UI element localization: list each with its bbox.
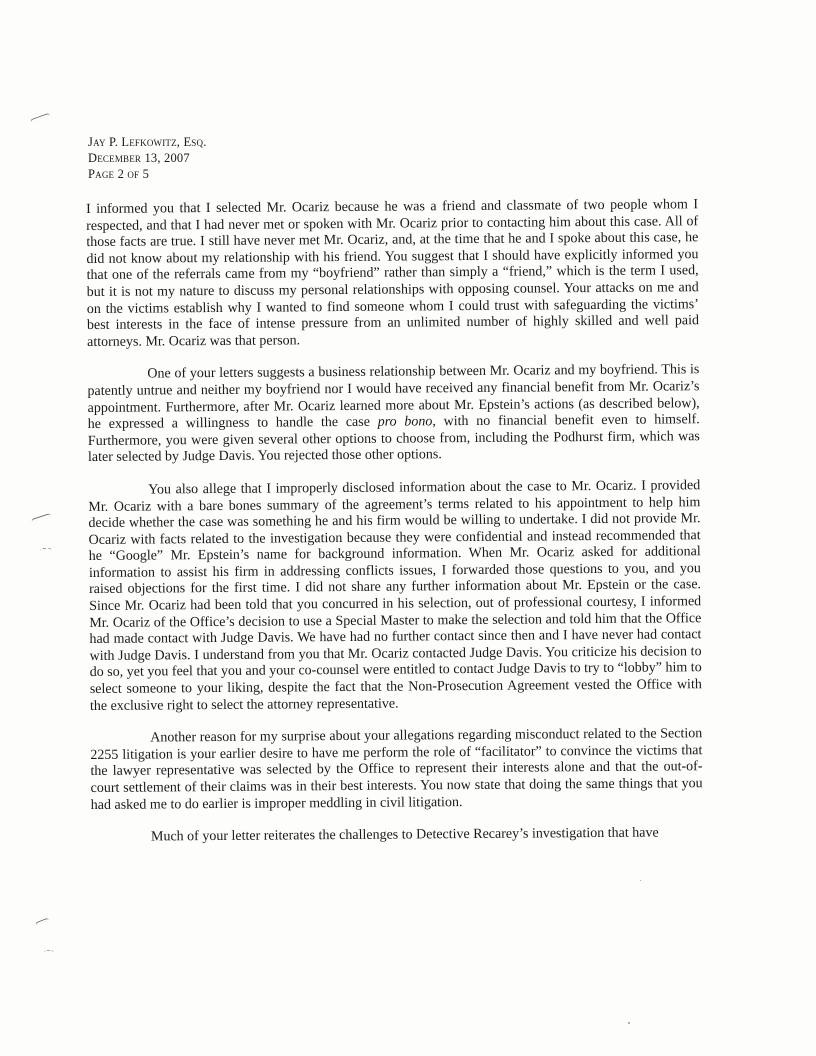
scan-mark xyxy=(31,513,51,522)
scan-mark xyxy=(40,548,52,551)
scan-speck xyxy=(640,880,641,881)
letter-body xyxy=(86,197,703,847)
paragraph-4: Another reason for my surprise about your allegations regarding misconduct related to the Section 2255 litigation is your earlier desire to have me perform the role of “facilitator” to convince the victims that the lawyer representative was selected by the Office to represent their interests alone and that the out-of-court settlement of their claims was in their best interests. You now state that doing the same things that you had asked me to do earlier is improper meddling in civil litigation. xyxy=(90,726,703,813)
paragraph-1: I informed you that I selected Mr. Ocariz because he was a friend and classmate of two people whom I respected, and that I had never met or spoken with Mr. Ocariz prior to contacting him about this case. All of those facts are true. I still have never met Mr. Ocariz, and, at the time that he and I spoke about this case, he did not know about my relationship with his friend. You suggest that I should have explicitly informed you that one of the referrals came from my “boyfriend” rather than simply a “friend,” which is the term I used, but it is not my nature to discuss my personal relationships with opposing counsel. Your attacks on me and on the victims establish why I wanted to find someone whom I could trust with safeguarding the victims’ best interests in the face of intense pressure from an unlimited number of highly skilled and well paid attorneys. Mr. Ocariz was that person. xyxy=(86,197,700,350)
scan-mark xyxy=(35,917,49,925)
paragraph-2-text: One of your letters suggests a business relationship between Mr. Ocariz and my boyfriend. This is patently untrue and neither my boyfriend nor I would have received any financial benefit from Mr. Ocariz’s appointment. Furthermore, after Mr. Ocariz learned more about Mr. Epstein’s actions (as described below), he expressed a willingness to handle the case xyxy=(87,362,700,433)
pro-bono-italic: pro bono xyxy=(377,414,433,430)
scan-speck xyxy=(628,1022,630,1024)
paragraph-2-text-end: , with no financial benefit even to himself. Furthermore, you were given several other options to choose from, including the Podhurst firm, which was later selected by Judge Davis. You rejected those other options. xyxy=(87,412,700,466)
recipient-name: Jay P. Lefkowitz, Esq. xyxy=(88,135,207,149)
paragraph-5: Much of your letter reiterates the challenges to Detective Recarey’s investigation that have xyxy=(150,825,659,845)
letter-date: December 13, 2007 xyxy=(88,151,190,165)
scan-mark xyxy=(30,113,50,123)
scan-mark xyxy=(44,950,54,953)
letter-header xyxy=(88,134,207,182)
paragraph-2 xyxy=(87,363,700,467)
paragraph-3: You also allege that I improperly disclosed information about the case to Mr. Ocariz. I provided Mr. Ocariz with a bare bones summary of the agreement’s terms related to his appointment to help him decide whether the case was something he and his firm would be willing to undertake. I did not provide Mr. Ocariz with facts related to the investigation because they were confidential and instead recommended that he “Google” Mr. Epstein’s name for background information. When Mr. Ocariz asked for additional information to assist his firm in addressing conflicts issues, I forwarded those questions to you, and you raised objections for the first time. I did not share any further information about Mr. Epstein or the case. Since Mr. Ocariz had been told that you concurred in his selection, out of professional courtesy, I informed Mr. Ocariz of the Office’s decision to use a Special Master to make the selection and told him that the Office had made contact with Judge Davis. We have had no further contact since then and I have never had contact with Judge Davis. I understand from you that Mr. Ocariz contacted Judge Davis. You criticize his decision to do so, yet you feel that you and your co-counsel were entitled to contact Judge Davis to try to “lobby” him to select someone to your liking, despite the fact that the Non-Prosecution Agreement vested the Office with the exclusive right to select the attorney representative. xyxy=(88,478,702,714)
page-number: Page 2 of 5 xyxy=(88,167,150,181)
